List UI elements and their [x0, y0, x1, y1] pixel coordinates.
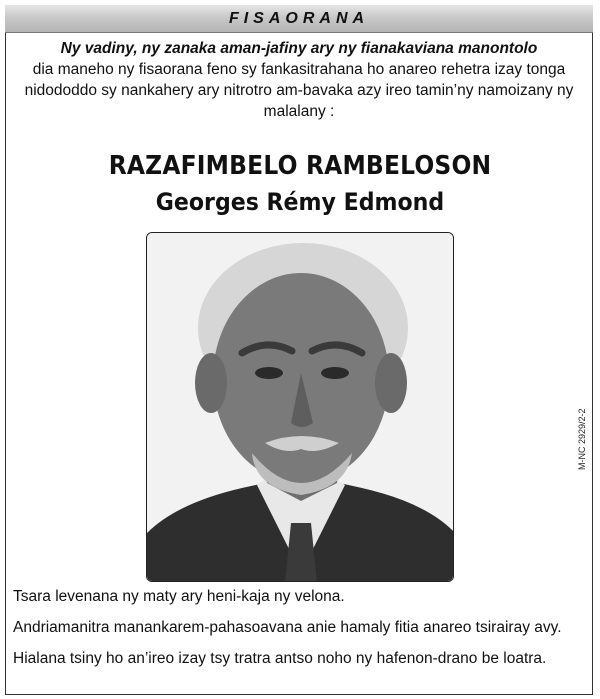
- closing-line: Hialana tsiny ho an’ireo izay tsy tratra antso noho ny hafenon-drano be loatra.: [13, 650, 547, 667]
- closing-line: Tsara levenana ny maty ary heni-kaja ny velona.: [13, 588, 345, 605]
- deceased-given-names: Georges Rémy Edmond: [155, 188, 445, 216]
- intro-text: [10, 38, 588, 122]
- intro-body: dia maneho ny fisaorana feno sy fankasitrahana ho anareo rehetra izay tonga nidododdo sy nankahery ary nitrotro am-bavaka azy ireo tamin’ny namoizany ny malalany :: [24, 61, 574, 120]
- portrait-illustration: [147, 233, 454, 582]
- intro-lead: Ny vadiny, ny zanaka aman-jafiny ary ny fianakaviana manontolo: [60, 40, 538, 57]
- notice-banner: FISAORANA: [5, 5, 593, 33]
- portrait-photo: [146, 232, 454, 582]
- deceased-surname: RAZAFIMBELO RAMBELOSON: [108, 151, 492, 181]
- reference-code: M-NC 2929/2-2: [577, 408, 587, 470]
- closing-line: Andriamanitra manankarem-pahasoavana anie hamaly fitia anareo tsirairay avy.: [13, 619, 562, 636]
- closing-text: [13, 588, 588, 681]
